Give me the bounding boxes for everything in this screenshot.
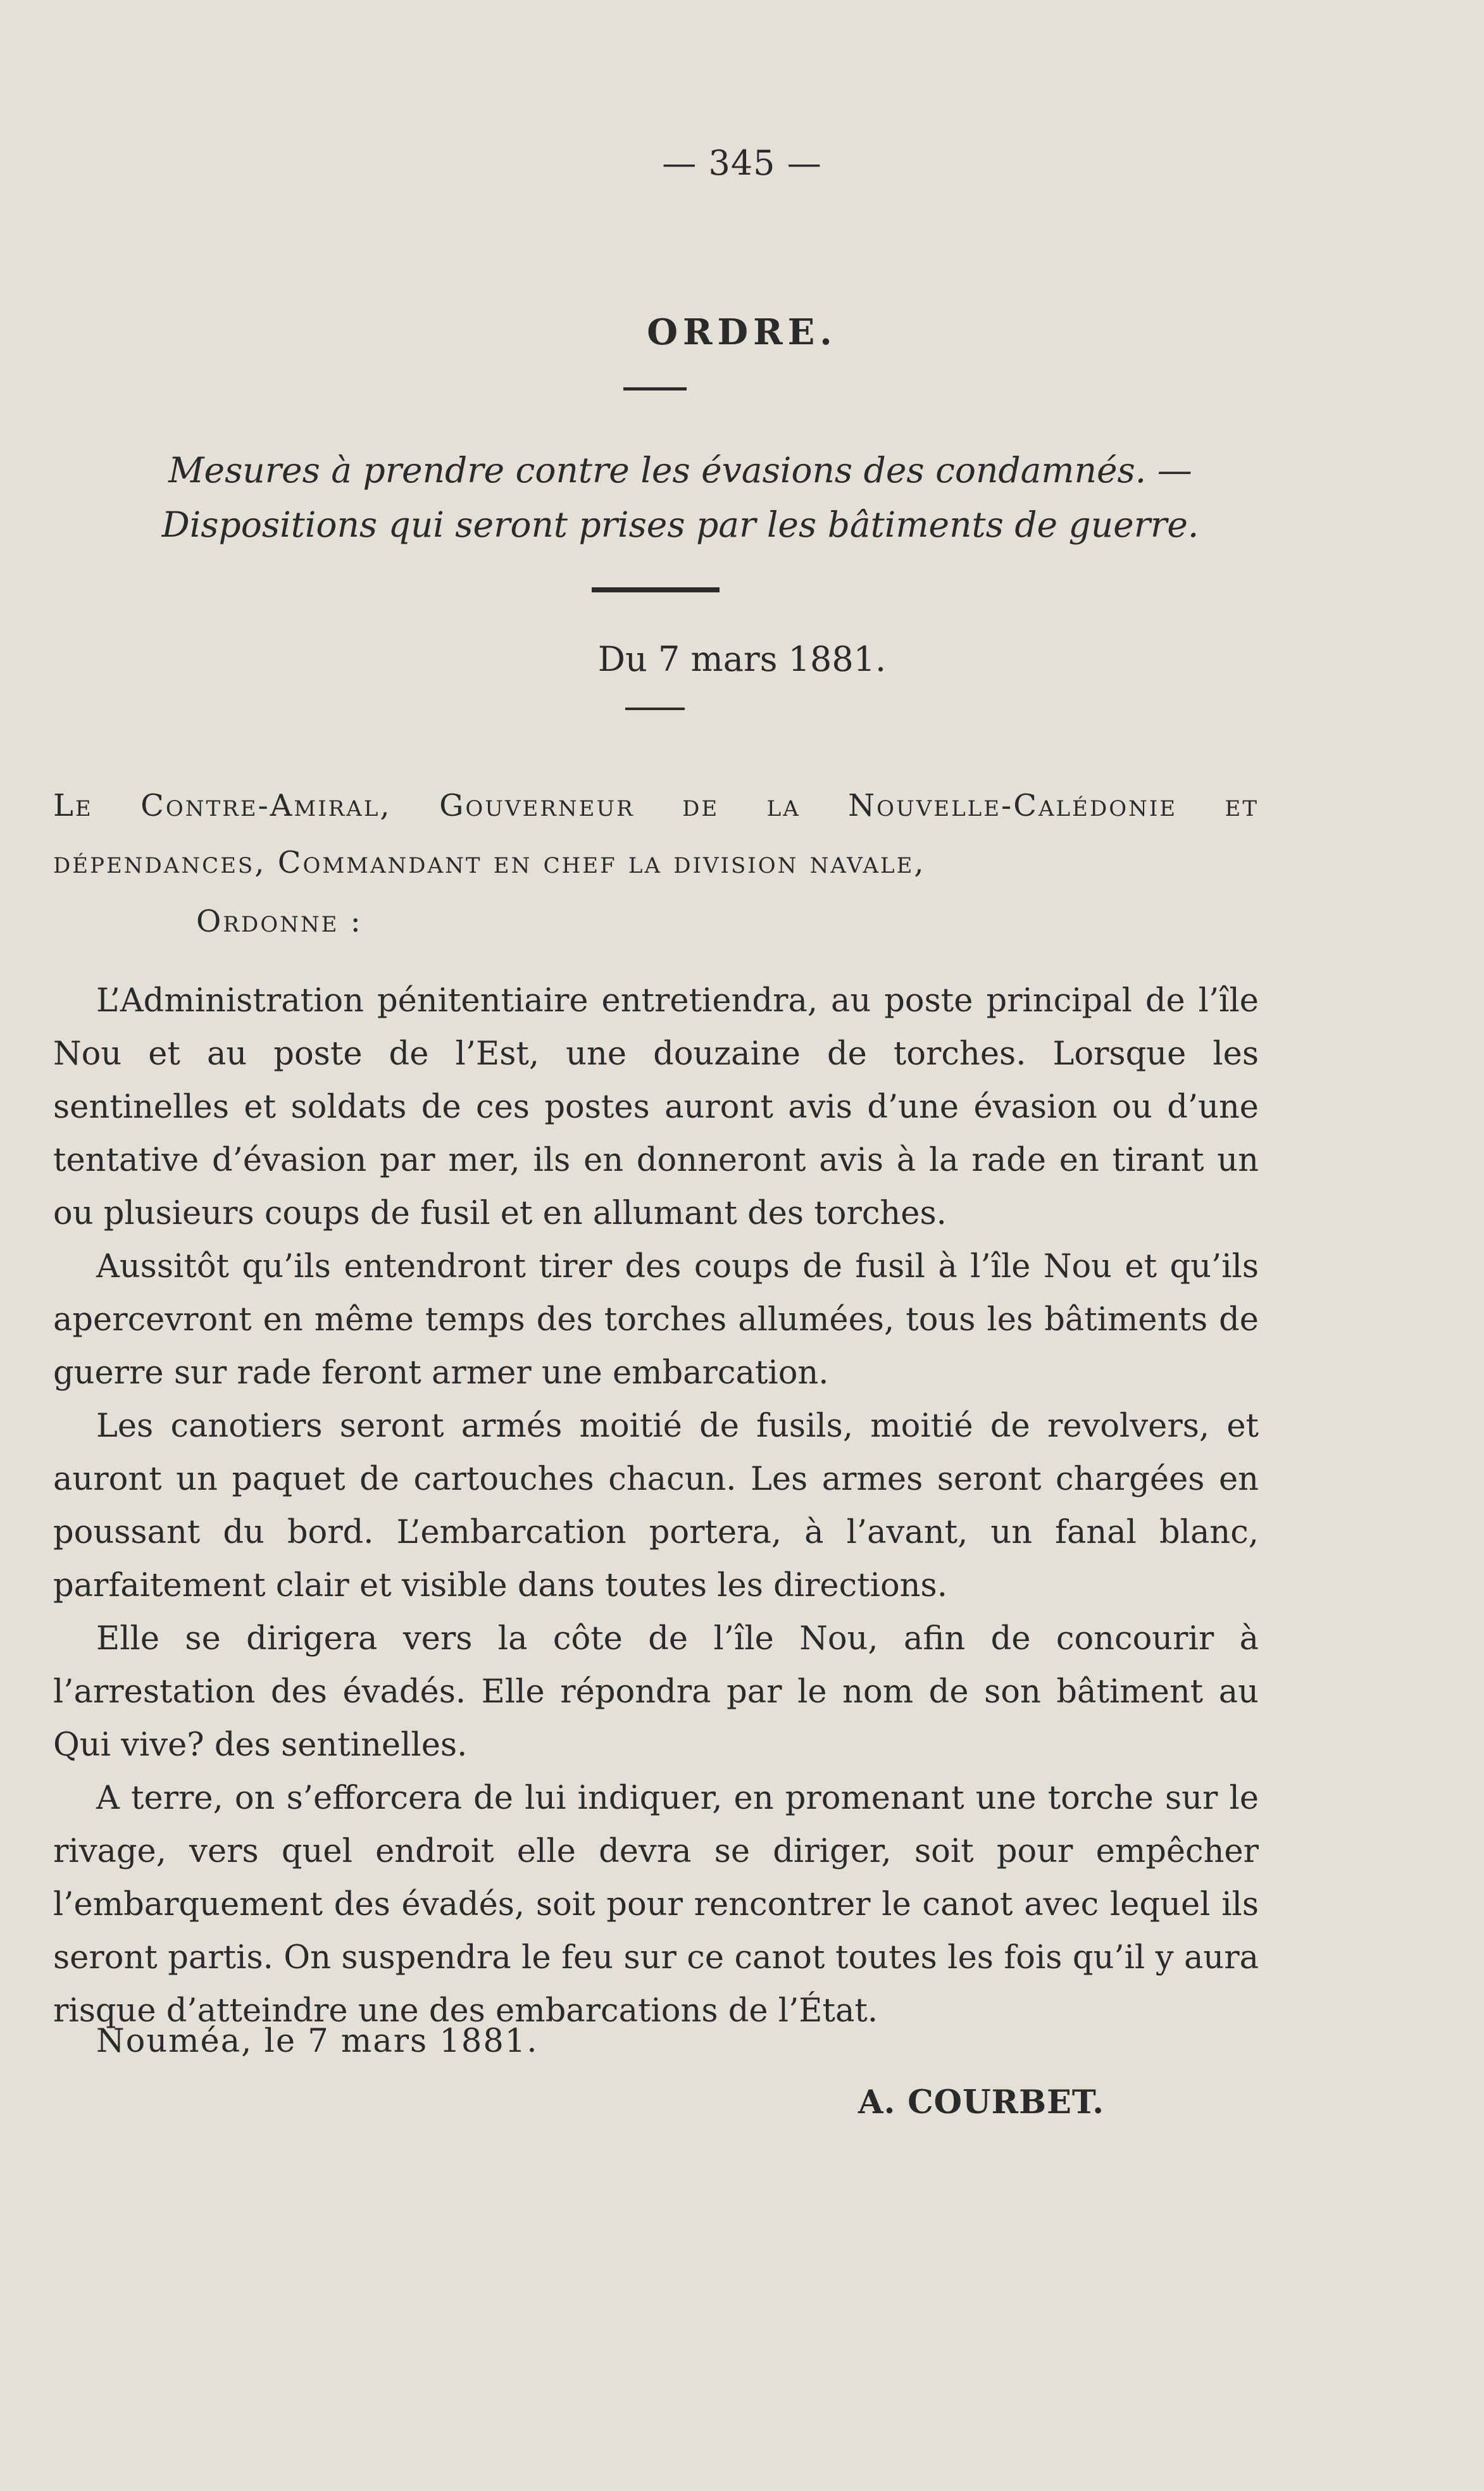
page-number: — 345 —	[662, 143, 822, 183]
paragraph: Aussitôt qu’ils entendront tirer des coups de fusil à l’île Nou et qu’ils apercevront en même temps des torches allumées, tous les bâtiments de guerre sur rade feront armer une embarcation.	[53, 1248, 1259, 1392]
subtitle: Mesures à prendre contre les évasions des condamnés. — Dispositions qui seront prises par les bâtiments de guerre.	[161, 450, 1199, 545]
paragraph: Les canotiers seront armés moitié de fusils, moitié de revolvers, et auront un paquet de cartouches chacun. Les armes seront chargées en poussant du bord. L’embarcation portera, à l’avant, un fanal blanc, parfaitement clair et visible dans toutes les directions.	[53, 1408, 1259, 1604]
paragraph: A terre, on s’efforcera de lui indiquer, en promenant une torche sur le rivage, vers quel endroit elle devra se diriger, soit pour empêcher l’embarquement des évadés, soit pour rencontrer le canot avec lequel ils seront partis. On suspendra le feu sur ce canot toutes les fois qu’il y aura risque d’atteindre une des embarcations de l’État.	[53, 1780, 1259, 2030]
ordonne-heading: Ordonne :	[196, 904, 363, 939]
closing-place-date: Nouméa, le 7 mars 1881.	[96, 2023, 539, 2060]
date-rule	[625, 708, 685, 710]
body-text	[53, 975, 1259, 2038]
subtitle-rule	[592, 587, 720, 592]
title-rule	[623, 387, 687, 390]
paragraph: Elle se dirigera vers la côte de l’île Nou, afin de concourir à l’arrestation des évadés. Elle répondra par le nom de son bâtiment au Qui vive? des sentinelles.	[53, 1620, 1259, 1764]
signature: A. COURBET.	[858, 2083, 1105, 2121]
preamble: Le Contre-Amiral, Gouverneur de la Nouvelle-Calédonie et dépendances, Commandant en chef la division navale,	[53, 788, 1259, 880]
paragraph: L’Administration pénitentiaire entretiendra, au poste principal de l’île Nou et au poste de l’Est, une douzaine de torches. Lorsque les sentinelles et soldats de ces postes auront avis d’une évasion ou d’une tentative d’évasion par mer, ils en donneront avis à la rade en tirant un ou plusieurs coups de fusil et en allumant des torches.	[53, 982, 1259, 1232]
page-title: ORDRE.	[647, 311, 837, 353]
order-date: Du 7 mars 1881.	[597, 639, 887, 679]
